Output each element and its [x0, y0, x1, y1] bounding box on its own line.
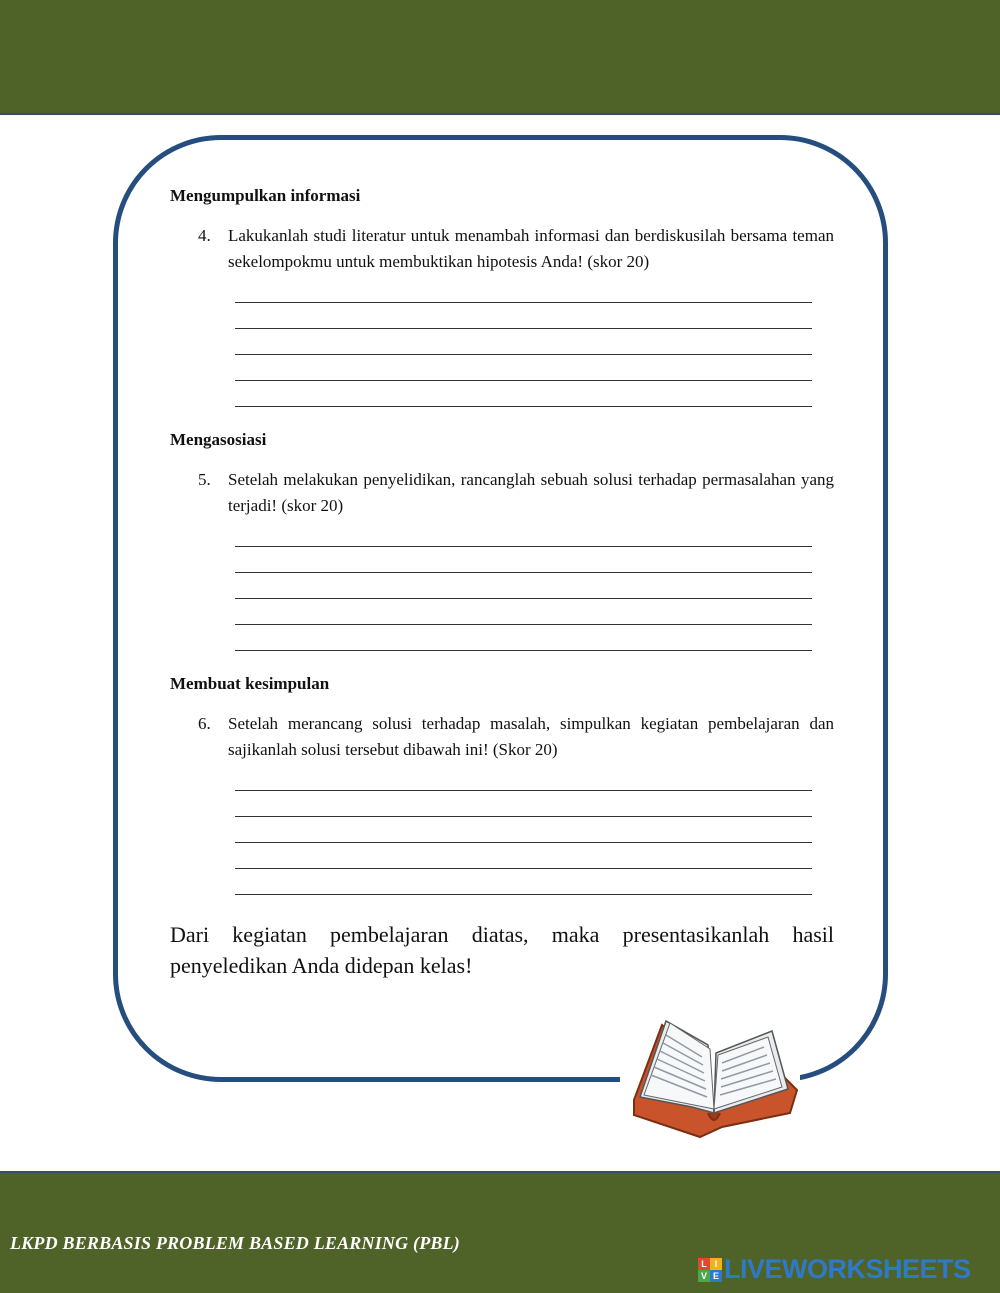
- section-mengumpulkan-informasi: [170, 183, 834, 407]
- answer-line[interactable]: [235, 329, 812, 355]
- answer-line[interactable]: [235, 303, 812, 329]
- section-title: Mengumpulkan informasi: [170, 186, 361, 205]
- section-membuat-kesimpulan: [170, 671, 834, 895]
- question-6: [170, 711, 834, 763]
- worksheet-content: [170, 183, 834, 981]
- question-text: Lakukanlah studi literatur untuk menambah informasi dan berdiskusilah bersama teman sekelompokmu untuk membuktikan hipotesis Anda! (skor 20): [228, 226, 834, 271]
- answer-area-4[interactable]: [235, 287, 812, 407]
- answer-line[interactable]: [235, 869, 812, 895]
- answer-line[interactable]: [235, 599, 812, 625]
- answer-line[interactable]: [235, 791, 812, 817]
- question-number: 4.: [198, 226, 211, 245]
- question-4: [170, 223, 834, 275]
- question-5: [170, 467, 834, 519]
- closing-instruction: Dari kegiatan pembelajaran diatas, maka presentasikanlah hasil penyeledikan Anda didepan kelas!: [170, 922, 834, 978]
- answer-line[interactable]: [235, 531, 812, 547]
- answer-line[interactable]: [235, 775, 812, 791]
- section-title: Membuat kesimpulan: [170, 674, 330, 693]
- header-band: [0, 0, 1000, 115]
- footer-title: LKPD BERBASIS PROBLEM BASED LEARNING (PBL): [10, 1233, 460, 1253]
- section-mengasosiasi: [170, 427, 834, 651]
- liveworksheets-wordmark: LIVEWORKSHEETS: [724, 1254, 971, 1284]
- answer-line[interactable]: [235, 817, 812, 843]
- answer-area-5[interactable]: [235, 531, 812, 651]
- answer-area-6[interactable]: [235, 775, 812, 895]
- open-book-icon: [622, 1005, 802, 1155]
- answer-line[interactable]: [235, 843, 812, 869]
- answer-line[interactable]: [235, 625, 812, 651]
- question-number: 6.: [198, 714, 211, 733]
- question-number: 5.: [198, 470, 211, 489]
- answer-line[interactable]: [235, 573, 812, 599]
- answer-line[interactable]: [235, 355, 812, 381]
- answer-line[interactable]: [235, 547, 812, 573]
- liveworksheets-icon: L I V E: [698, 1258, 722, 1282]
- answer-line[interactable]: [235, 287, 812, 303]
- section-title: Mengasosiasi: [170, 430, 267, 449]
- answer-line[interactable]: [235, 381, 812, 407]
- question-text: Setelah melakukan penyelidikan, rancanglah sebuah solusi terhadap permasalahan yang terjadi! (skor 20): [228, 470, 834, 515]
- liveworksheets-logo[interactable]: [698, 1254, 971, 1285]
- question-text: Setelah merancang solusi terhadap masalah, simpulkan kegiatan pembelajaran dan sajikanlah solusi tersebut dibawah ini! (Skor 20): [228, 714, 834, 759]
